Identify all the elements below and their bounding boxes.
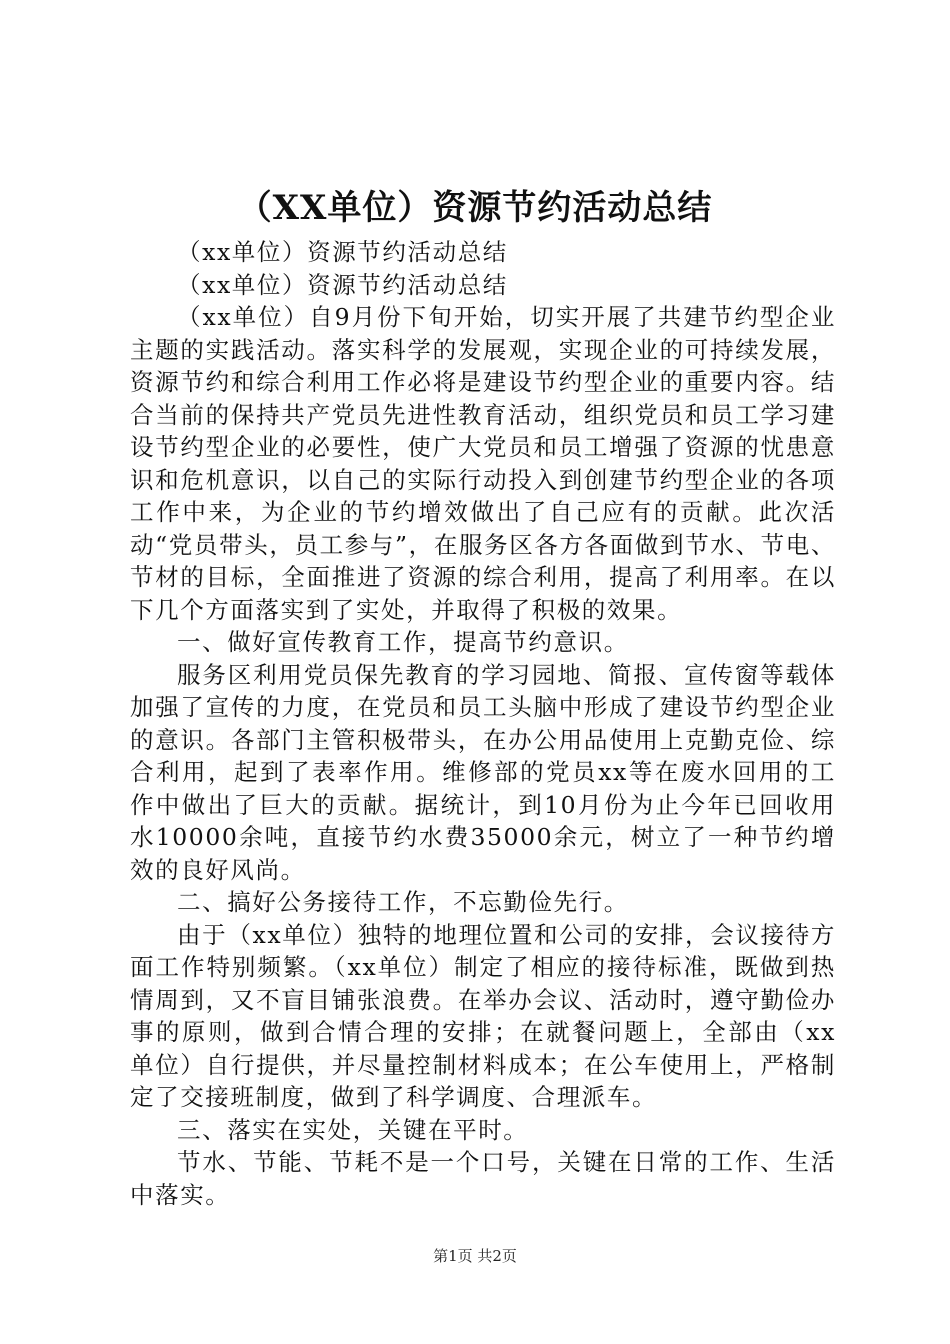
body-paragraph: （xx单位）自9月份下旬开始，切实开展了共建节约型企业主题的实践活动。落实科学的发展观，实现企业的可持续发展，资源节约和综合利用工作必将是建设节约型企业的重要内容。结合当前的保持共产党员先进性教育活动，组织党员和员工学习建设节约型企业的必要性，使广大党员和员工增强了资源的忧患意识和危机意识，以自己的实际行动投入到创建节约型企业的各项工作中来，为企业的节约增效做出了自己应有的贡献。此次活动“党员带头，员工参与”，在服务区各方各面做到节水、节电、节材的目标，全面推进了资源的综合利用，提高了利用率。在以下几个方面落实到了实处，并取得了积极的效果。	[130, 303, 836, 624]
body-paragraph: 服务区利用党员保先教育的学习园地、简报、宣传窗等载体加强了宣传的力度，在党员和员工头脑中形成了建设节约型企业的意识。各部门主管积极带头，在办公用品使用上克勤克俭、综合利用，起到了表率作用。维修部的党员xx等在废水回用的工作中做出了巨大的贡献。据统计，到10月份为止今年已回收用水10000余吨，直接节约水费35000余元，树立了一种节约增效的良好风尚。	[130, 660, 836, 884]
body-paragraph: （xx单位）资源节约活动总结	[177, 238, 508, 266]
section-heading: 一、做好宣传教育工作，提高节约意识。	[177, 628, 629, 656]
document-title: （XX单位）资源节约活动总结	[237, 188, 713, 228]
section-heading: 二、搞好公务接待工作，不忘勤俭先行。	[177, 888, 629, 916]
page-footer: 第1页 共2页	[433, 1247, 517, 1265]
body-paragraph: （xx单位）资源节约活动总结	[177, 270, 508, 299]
section-heading: 三、落实在实处，关键在平时。	[177, 1115, 529, 1144]
body-paragraph: 由于（xx单位）独特的地理位置和公司的安排，会议接待方面工作特别频繁。（xx单位）制定了相应的接待标准，既做到热情周到，又不盲目铺张浪费。在举办会议、活动时，遵守勤俭办事的原则，做到合情合理的安排；在就餐问题上，全部由（xx单位）自行提供，并尽量控制材料成本；在公车使用上，严格制定了交接班制度，做到了科学调度、合理派车。	[130, 920, 836, 1111]
body-paragraph: 节水、节能、节耗不是一个口号，关键在日常的工作、生活中落实。	[130, 1148, 836, 1209]
document-body	[130, 236, 836, 1211]
